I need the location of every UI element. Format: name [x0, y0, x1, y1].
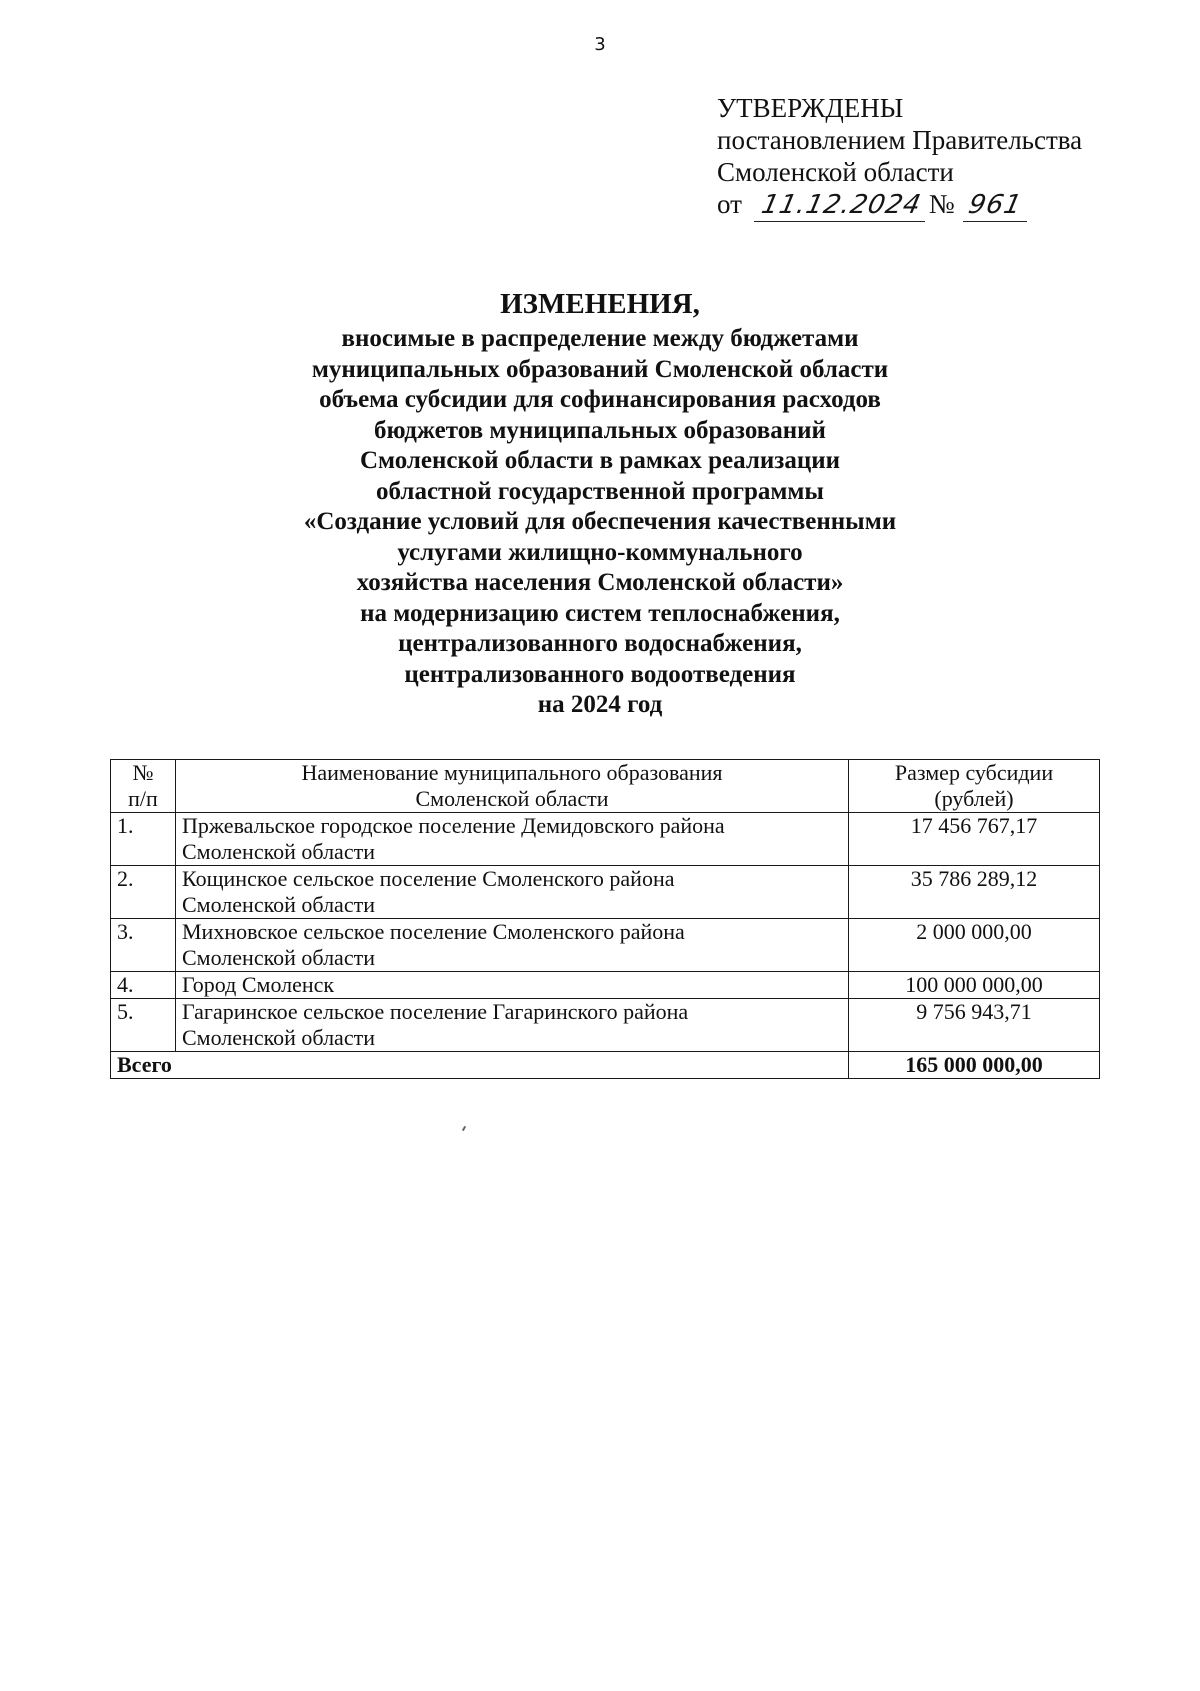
- row-name-line2: Смоленской области: [182, 945, 375, 970]
- header-amount-line2: (рублей): [934, 786, 1014, 811]
- handwritten-number-field: [963, 188, 1028, 222]
- row-name-line1: Михновское сельское поселение Смоленского района: [182, 919, 685, 944]
- table-row: [111, 866, 1100, 919]
- handwritten-date-field: [754, 188, 925, 222]
- row-name-line1: Город Смоленск: [182, 972, 335, 997]
- row-amount: 9 756 943,71: [849, 999, 1100, 1052]
- handwritten-number: 961: [965, 190, 1025, 220]
- heading-line: централизованного водоотведения: [404, 660, 796, 688]
- heading-line: на модернизацию систем теплоснабжения,: [360, 599, 840, 627]
- heading-line: хозяйства населения Смоленской области»: [356, 569, 844, 596]
- approval-region-line: Смоленской области: [717, 157, 954, 187]
- heading-title: ИЗМЕНЕНИЯ,: [500, 288, 700, 320]
- row-number: 3.: [111, 919, 176, 972]
- row-name-line1: Кощинское сельское поселение Смоленского района: [182, 866, 675, 891]
- number-label: №: [928, 189, 955, 219]
- row-number: 5.: [111, 999, 176, 1052]
- row-amount: 35 786 289,12: [849, 866, 1100, 919]
- header-name-line1: Наименование муниципального образования: [301, 760, 723, 785]
- table-row: [111, 919, 1100, 972]
- header-number-line2: п/п: [128, 786, 158, 811]
- row-name: [176, 919, 849, 972]
- row-name: [176, 813, 849, 866]
- heading-line: на 2024 год: [537, 691, 663, 718]
- subsidy-table: [110, 759, 1100, 1079]
- row-amount: 17 456 767,17: [849, 813, 1100, 866]
- row-name-line1: Гагаринское сельское поселение Гагаринского района: [182, 999, 689, 1024]
- row-amount: 2 000 000,00: [849, 919, 1100, 972]
- row-name: [176, 999, 849, 1052]
- table-row: [111, 813, 1100, 866]
- heading-line: услугами жилищно-коммунального: [397, 538, 803, 566]
- scan-speck: [462, 1126, 466, 1131]
- heading-line: муниципальных образований Смоленской области: [311, 355, 889, 383]
- row-name-line1: Пржевальское городское поселение Демидовского района: [182, 813, 725, 838]
- approval-by-line: постановлением Правительства: [717, 125, 1083, 155]
- heading-line: централизованного водоснабжения,: [398, 630, 802, 657]
- document-heading: [0, 286, 1200, 721]
- date-prefix: от: [717, 189, 742, 219]
- heading-line: Смоленской области в рамках реализации: [359, 447, 841, 474]
- row-number: 4.: [111, 972, 176, 999]
- header-number-line1: №: [132, 760, 154, 785]
- row-name-line2: Смоленской области: [182, 839, 375, 864]
- table-row: [111, 999, 1100, 1052]
- heading-line: вносимые в распределение между бюджетами: [341, 325, 859, 352]
- approval-title: УТВЕРЖДЕНЫ: [717, 93, 904, 123]
- total-amount: 165 000 000,00: [849, 1052, 1100, 1079]
- heading-line: областной государственной программы: [376, 477, 824, 505]
- row-name: [176, 972, 849, 999]
- header-amount: [849, 760, 1100, 813]
- page-number: 3: [594, 34, 606, 55]
- row-amount: 100 000 000,00: [849, 972, 1100, 999]
- table-row: [111, 972, 1100, 999]
- row-number: 2.: [111, 866, 176, 919]
- header-amount-line1: Размер субсидии: [894, 760, 1054, 785]
- header-name-line2: Смоленской области: [415, 786, 609, 811]
- header-name: [176, 760, 849, 813]
- total-label: Всего: [111, 1052, 849, 1079]
- heading-line: бюджетов муниципальных образований: [374, 416, 826, 444]
- heading-line: «Создание условий для обеспечения качественными: [303, 508, 897, 535]
- handwritten-date: 11.12.2024: [758, 190, 925, 220]
- approval-stamp: [717, 92, 1082, 222]
- row-name-line2: Смоленской области: [182, 1025, 375, 1050]
- row-number: 1.: [111, 813, 176, 866]
- row-name-line2: Смоленской области: [182, 892, 375, 917]
- table-header-row: [111, 760, 1100, 813]
- approval-date-line: [717, 188, 1082, 222]
- header-number: [111, 760, 176, 813]
- table-total-row: [111, 1052, 1100, 1079]
- row-name: [176, 866, 849, 919]
- heading-line: объема субсидии для софинансирования расходов: [319, 386, 881, 413]
